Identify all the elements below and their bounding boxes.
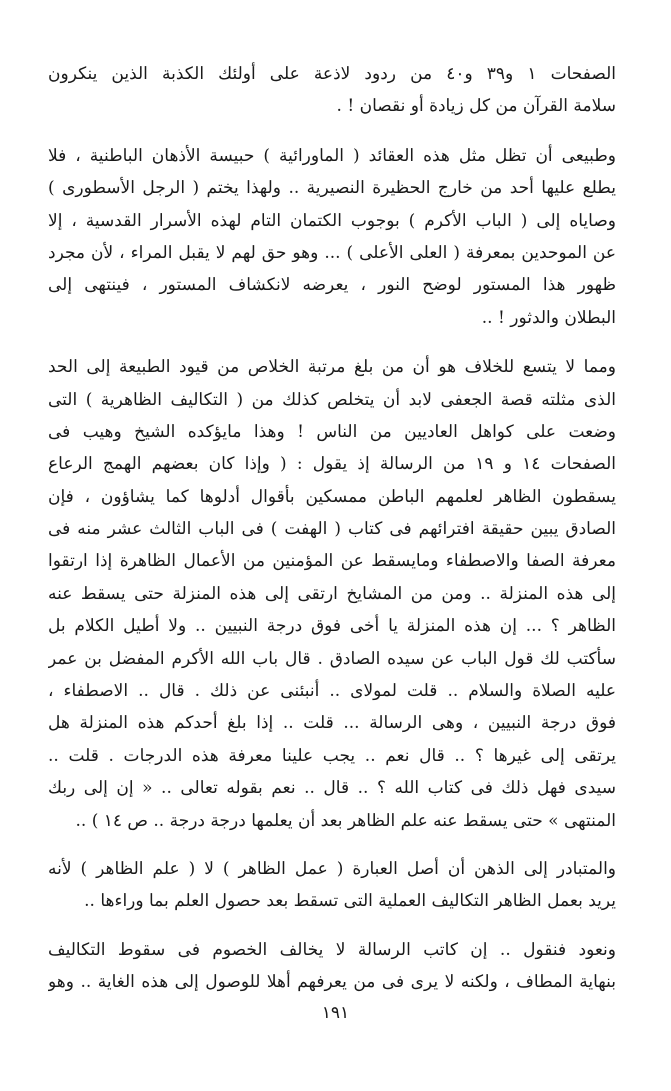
text-line: وطبيعى أن تظل مثل هذه العقائد ( الماورائية ) حبيسة الأذهان الباطنية ، فلا [48,145,616,166]
text-line: الذى مثلته قصة الجعفى لابد أن يتخلص كذلك من ( التكاليف الظاهرية ) التى [48,389,616,410]
text-line: يرتقى إلى غيرها ؟ .. قال نعم .. يجب علينا معرفة هذه الدرجات . قلت .. [48,745,616,766]
text-line: الصفحات ١ و٣٩ و٤٠ من ردود لاذعة على أولئك الكذبة الذين ينكرون [48,64,616,84]
text-line: بنهاية المطاف ، ولكنه لا يرى فى من يعرفهم أهلا للوصول إلى هذه الغاية .. وهو [48,972,616,993]
paragraph [48,58,616,123]
text-line: البطلان والدثور ! .. [481,307,616,328]
text-line: يريد بعمل الظاهر التكاليف العملية التى تسقط بعد حصول العلم بما وراءها .. [84,891,616,912]
text-line: المنتهى » حتى يسقط عنه علم الظاهر بعد أن يعلمها درجة درجة .. ص ١٤ ) .. [75,810,616,831]
text-line: عن الموحدين بمعرفة ( العلى الأعلى ) ... وهو حق لهم لا يقبل المراء ، لأن مجرد [48,242,616,263]
paragraph [48,140,616,334]
text-line: الظاهر ؟ ... إن هذه المنزلة يا أخى فوق درجة النبيين .. ولا أطيل الكلام بل [48,616,616,637]
text-line: عليه الصلاة والسلام .. قلت لمولاى .. أنبئنى عن ذلك . قال .. الاصطفاء ، [48,681,616,702]
text-line: وضعت على كواهل العاديين من الناس ! وهذا مايؤكده الشيخ وهيب فى [48,421,616,442]
text-line: سيدى فهل ذلك فى كتاب الله ؟ .. قال .. نعم بقوله تعالى .. « إن إلى ربك [48,778,616,799]
text-line: سلامة القرآن من كل زيادة أو نقصان ! . [336,96,616,117]
page-number: ١٩١ [321,1003,350,1023]
text-line: يسقطون الظاهر لعلمهم الباطن ممسكين بأقوال أدلوها كما يشاؤون ، فإن [48,486,616,507]
paragraph [48,934,616,999]
text-line: يطلع عليها أحد من خارج الحظيرة النصيرية .. ولهذا يختم ( الرجل الأسطورى ) [48,178,616,199]
text-line: ومما لا يتسع للخلاف هو أن من بلغ مرتبة الخلاص من قيود الطبيعة إلى الحد [48,357,616,378]
text-line: وصاياه إلى ( الباب الأكرم ) بوجوب الكتمان التام لهذه الأسرار القدسية ، إلا [48,210,616,231]
text-line: الصفحات ١٤ و ١٩ من الرسالة إذ يقول : ( وإذا كان بعضهم الهمج الرعاع [48,454,616,475]
text-line: والمتبادر إلى الذهن أن أصل العبارة ( عمل الظاهر ) لا ( علم الظاهر ) لأنه [48,858,616,879]
paragraph [48,853,616,918]
text-line: معرفة الصفا والاصطفاء ومايسقط عن المؤمنين من الأعمال الظاهرة إذا ارتقوا [48,551,616,572]
paragraph [48,351,616,837]
page-body [48,58,616,1013]
text-line: الصادق يبين حقيقة افترائهم فى كتاب ( الهفت ) فى الباب الثالث عشر منه فى [48,519,616,540]
text-line: فوق درجة النبيين ، وهى الرسالة ... قلت .. إذا بلغ أحدكم هذه المنزلة هل [48,713,616,734]
text-line: ظهور هذا المستور لوضح النور ، يعرضه لانكشاف المستور ، فينتهى إلى [48,275,616,296]
text-line: ونعود فنقول .. إن كاتب الرسالة لا يخالف الخصوم فى سقوط التكاليف [48,939,616,960]
text-line: سأكتب لك قول الباب عن سيده الصادق . قال باب الله الأكرم المفضل بن عمر [48,648,616,669]
text-line: إلى هذه المنزلة .. ومن من المشايخ ارتقى إلى هذه المنزلة حتى يسقط عنه [48,583,616,604]
